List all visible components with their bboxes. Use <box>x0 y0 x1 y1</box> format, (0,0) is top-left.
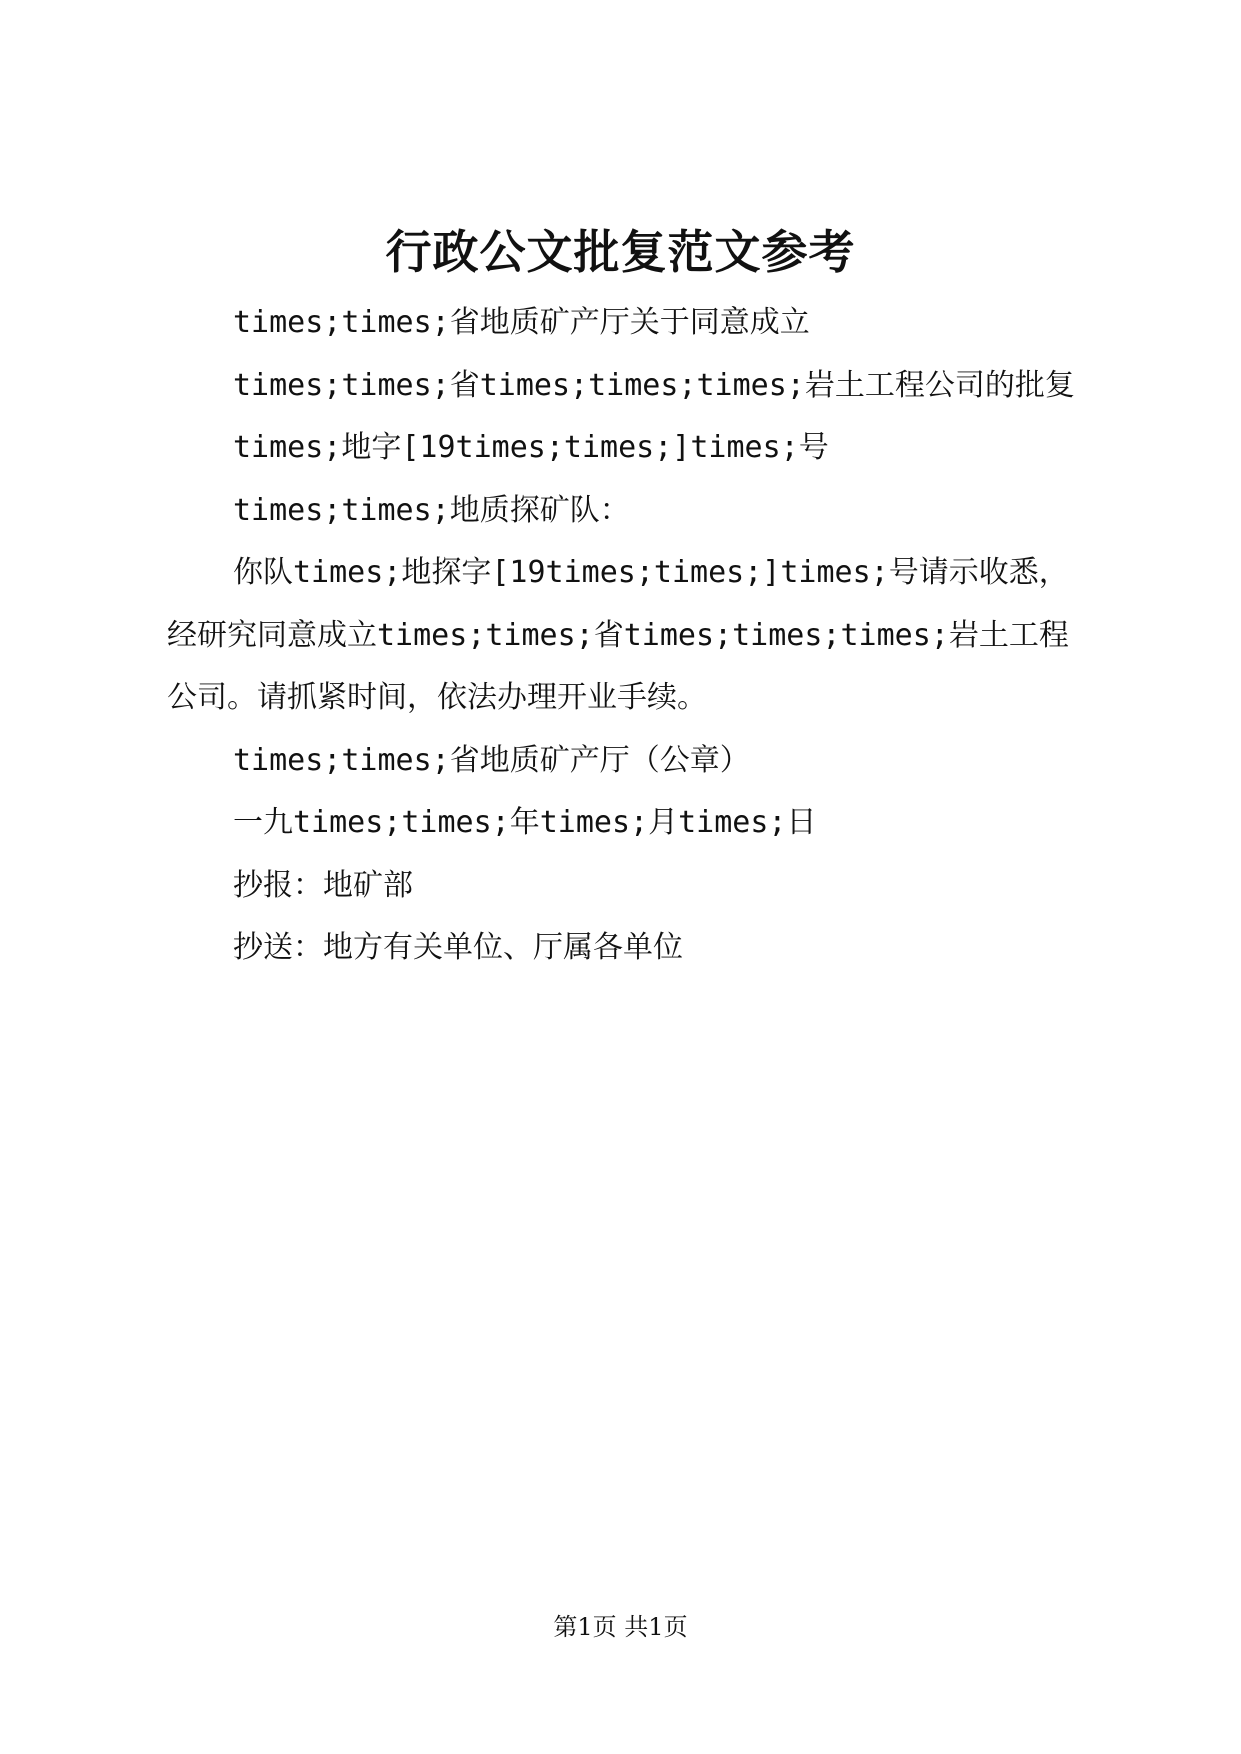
paragraph-copy-report: 抄报：地矿部 <box>233 867 413 903</box>
document-body <box>167 292 1097 980</box>
paragraph-addressee: times;times;地质探矿队： <box>233 492 630 528</box>
paragraph-heading-line-1: times;times;省地质矿产厅关于同意成立 <box>233 305 810 340</box>
paragraph-date: 一九times;times;年times;月times;日 <box>233 805 817 840</box>
paragraph-issuer: times;times;省地质矿产厅（公章） <box>233 742 750 778</box>
page-number-footer: 第1页 共1页 <box>553 1613 688 1641</box>
paragraph-heading-line-2: times;times;省times;times;times;岩土工程公司的批复 <box>233 367 1075 403</box>
document-title: 行政公文批复范文参考 <box>385 225 856 279</box>
paragraph-document-number: times;地字[19times;times;]times;号 <box>233 430 829 465</box>
paragraph-copy-send: 抄送：地方有关单位、厅属各单位 <box>233 930 683 965</box>
paragraph-main-content: 你队times;地探字[19times;times;]times;号请示收悉，经研究同意成立times;times;省times;times;times;岩土工程公司。请抓紧时间，依法办理开业手续。 <box>167 555 1069 715</box>
